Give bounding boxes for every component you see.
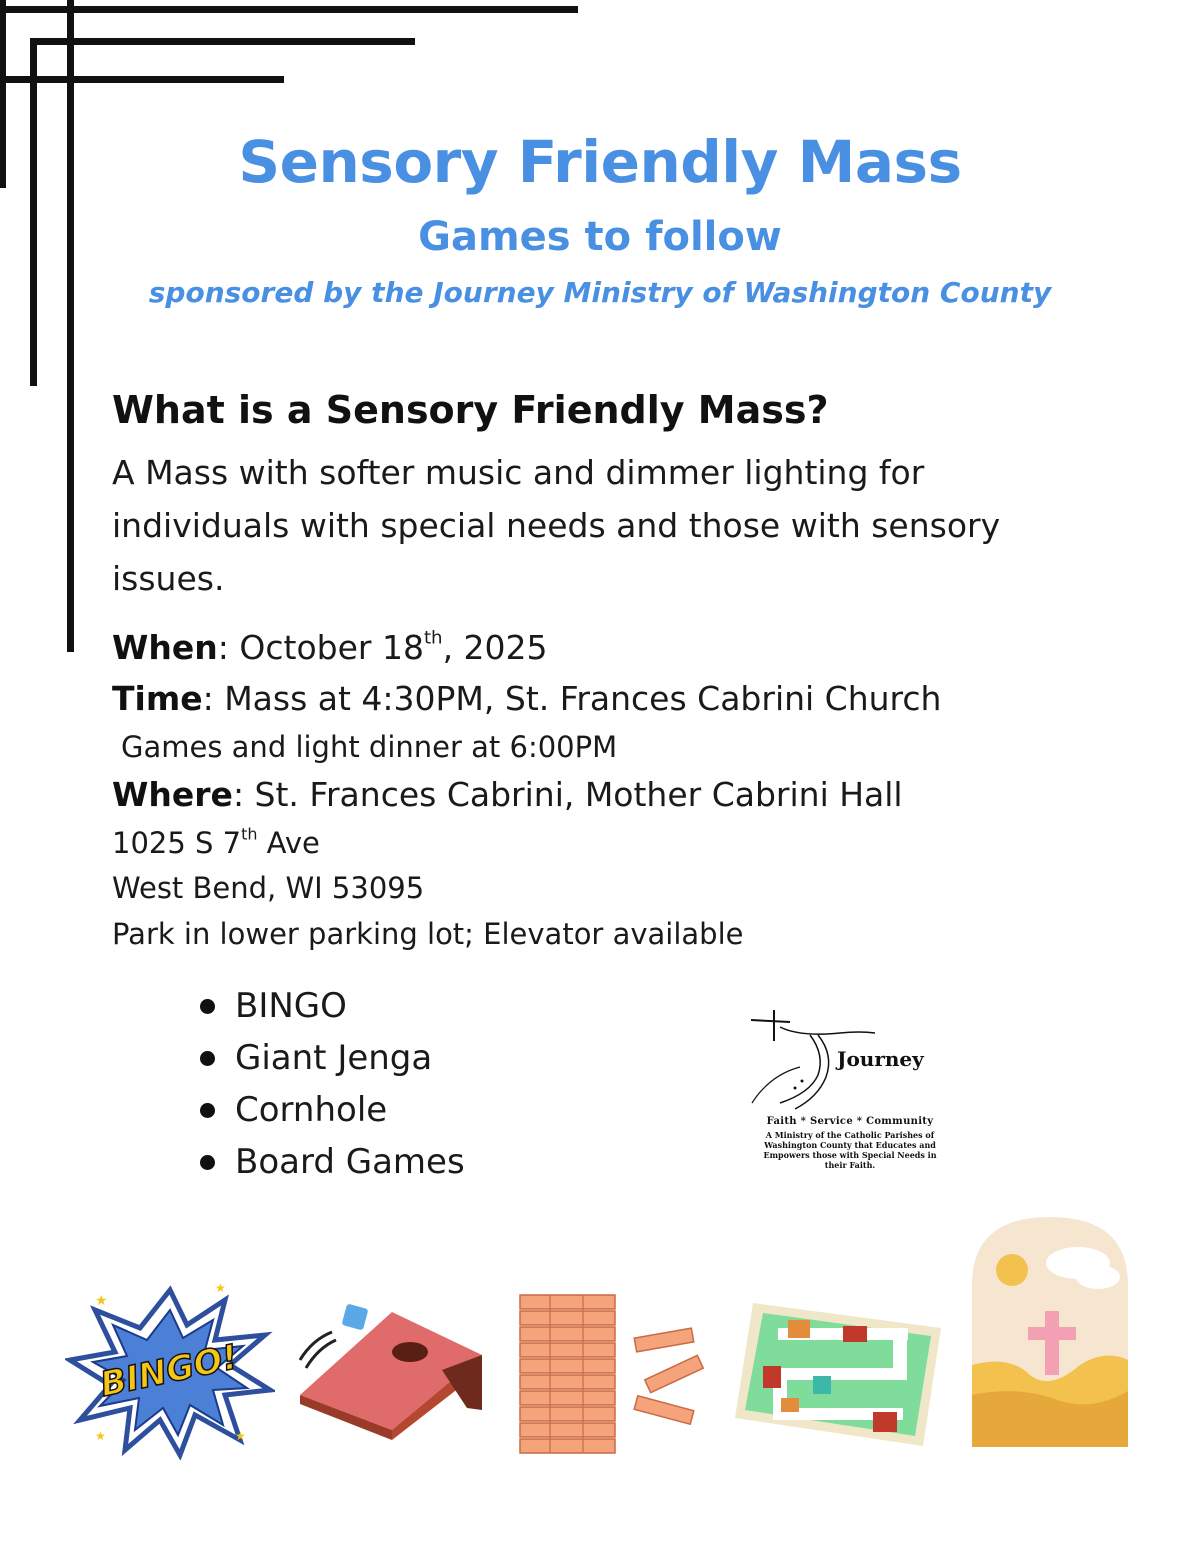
frame-line — [30, 38, 415, 45]
when-label: When — [112, 628, 218, 667]
game-label: Giant Jenga — [235, 1038, 433, 1078]
city-line: West Bend, WI 53095 — [112, 871, 425, 905]
logo-description: A Ministry of the Catholic Parishes of Washington County that Educates and Empowers those with Special Needs in their Faith. — [763, 1130, 937, 1170]
games-list — [200, 980, 465, 1188]
frame-line — [0, 6, 578, 13]
address-suffix: Ave — [257, 826, 320, 860]
list-item — [200, 1084, 465, 1136]
when-line — [112, 628, 548, 667]
address-ordinal: th — [241, 824, 258, 844]
frame-line — [0, 76, 284, 83]
svg-text:★: ★ — [95, 1293, 108, 1309]
when-value: : October 18 — [217, 628, 424, 667]
jenga-tower-icon — [515, 1285, 715, 1460]
frame-line — [67, 0, 74, 652]
game-label: Cornhole — [235, 1090, 388, 1130]
games-time-line: Games and light dinner at 6:00PM — [121, 730, 618, 764]
journey-logo — [740, 1005, 960, 1175]
list-item — [200, 980, 465, 1032]
time-label: Time — [112, 679, 203, 718]
list-item — [200, 1136, 465, 1188]
address-line — [112, 826, 320, 860]
svg-text:★: ★ — [215, 1281, 226, 1295]
when-year: , 2025 — [442, 628, 548, 667]
when-ordinal: th — [423, 627, 443, 649]
bingo-burst-icon — [65, 1280, 275, 1460]
frame-line — [30, 38, 37, 386]
section-heading: What is a Sensory Friendly Mass? — [112, 388, 829, 432]
cornhole-board-icon — [292, 1300, 492, 1440]
page-subtitle: Games to follow — [418, 214, 782, 260]
bullet-icon — [200, 1103, 215, 1118]
sponsor-line: sponsored by the Journey Ministry of Washington County — [148, 276, 1052, 309]
bullet-icon — [200, 999, 215, 1014]
time-value: : Mass at 4:30PM, St. Frances Cabrini Church — [202, 679, 942, 718]
svg-text:★: ★ — [95, 1429, 106, 1443]
mass-description: A Mass with softer music and dimmer lighting for individuals with special needs and those with sensory issues. — [112, 453, 1001, 598]
logo-name: Journey — [837, 1047, 924, 1071]
where-value: : St. Frances Cabrini, Mother Cabrini Hall — [232, 775, 903, 814]
game-label: BINGO — [235, 986, 347, 1026]
game-label: Board Games — [235, 1142, 465, 1182]
where-line — [112, 775, 903, 814]
svg-text:★: ★ — [235, 1429, 246, 1443]
logo-tagline: Faith * Service * Community — [766, 1116, 934, 1127]
where-label: Where — [112, 775, 233, 814]
board-game-icon — [733, 1298, 943, 1448]
bingo-text: BINGO! — [96, 1337, 242, 1406]
bullet-icon — [200, 1051, 215, 1066]
list-item — [200, 1032, 465, 1084]
page-title: Sensory Friendly Mass — [238, 128, 962, 196]
time-line — [112, 679, 941, 718]
cross-sunset-icon — [970, 1215, 1130, 1447]
parking-line: Park in lower parking lot; Elevator available — [112, 917, 744, 951]
bullet-icon — [200, 1155, 215, 1170]
address-street: 1025 S 7 — [112, 826, 242, 860]
